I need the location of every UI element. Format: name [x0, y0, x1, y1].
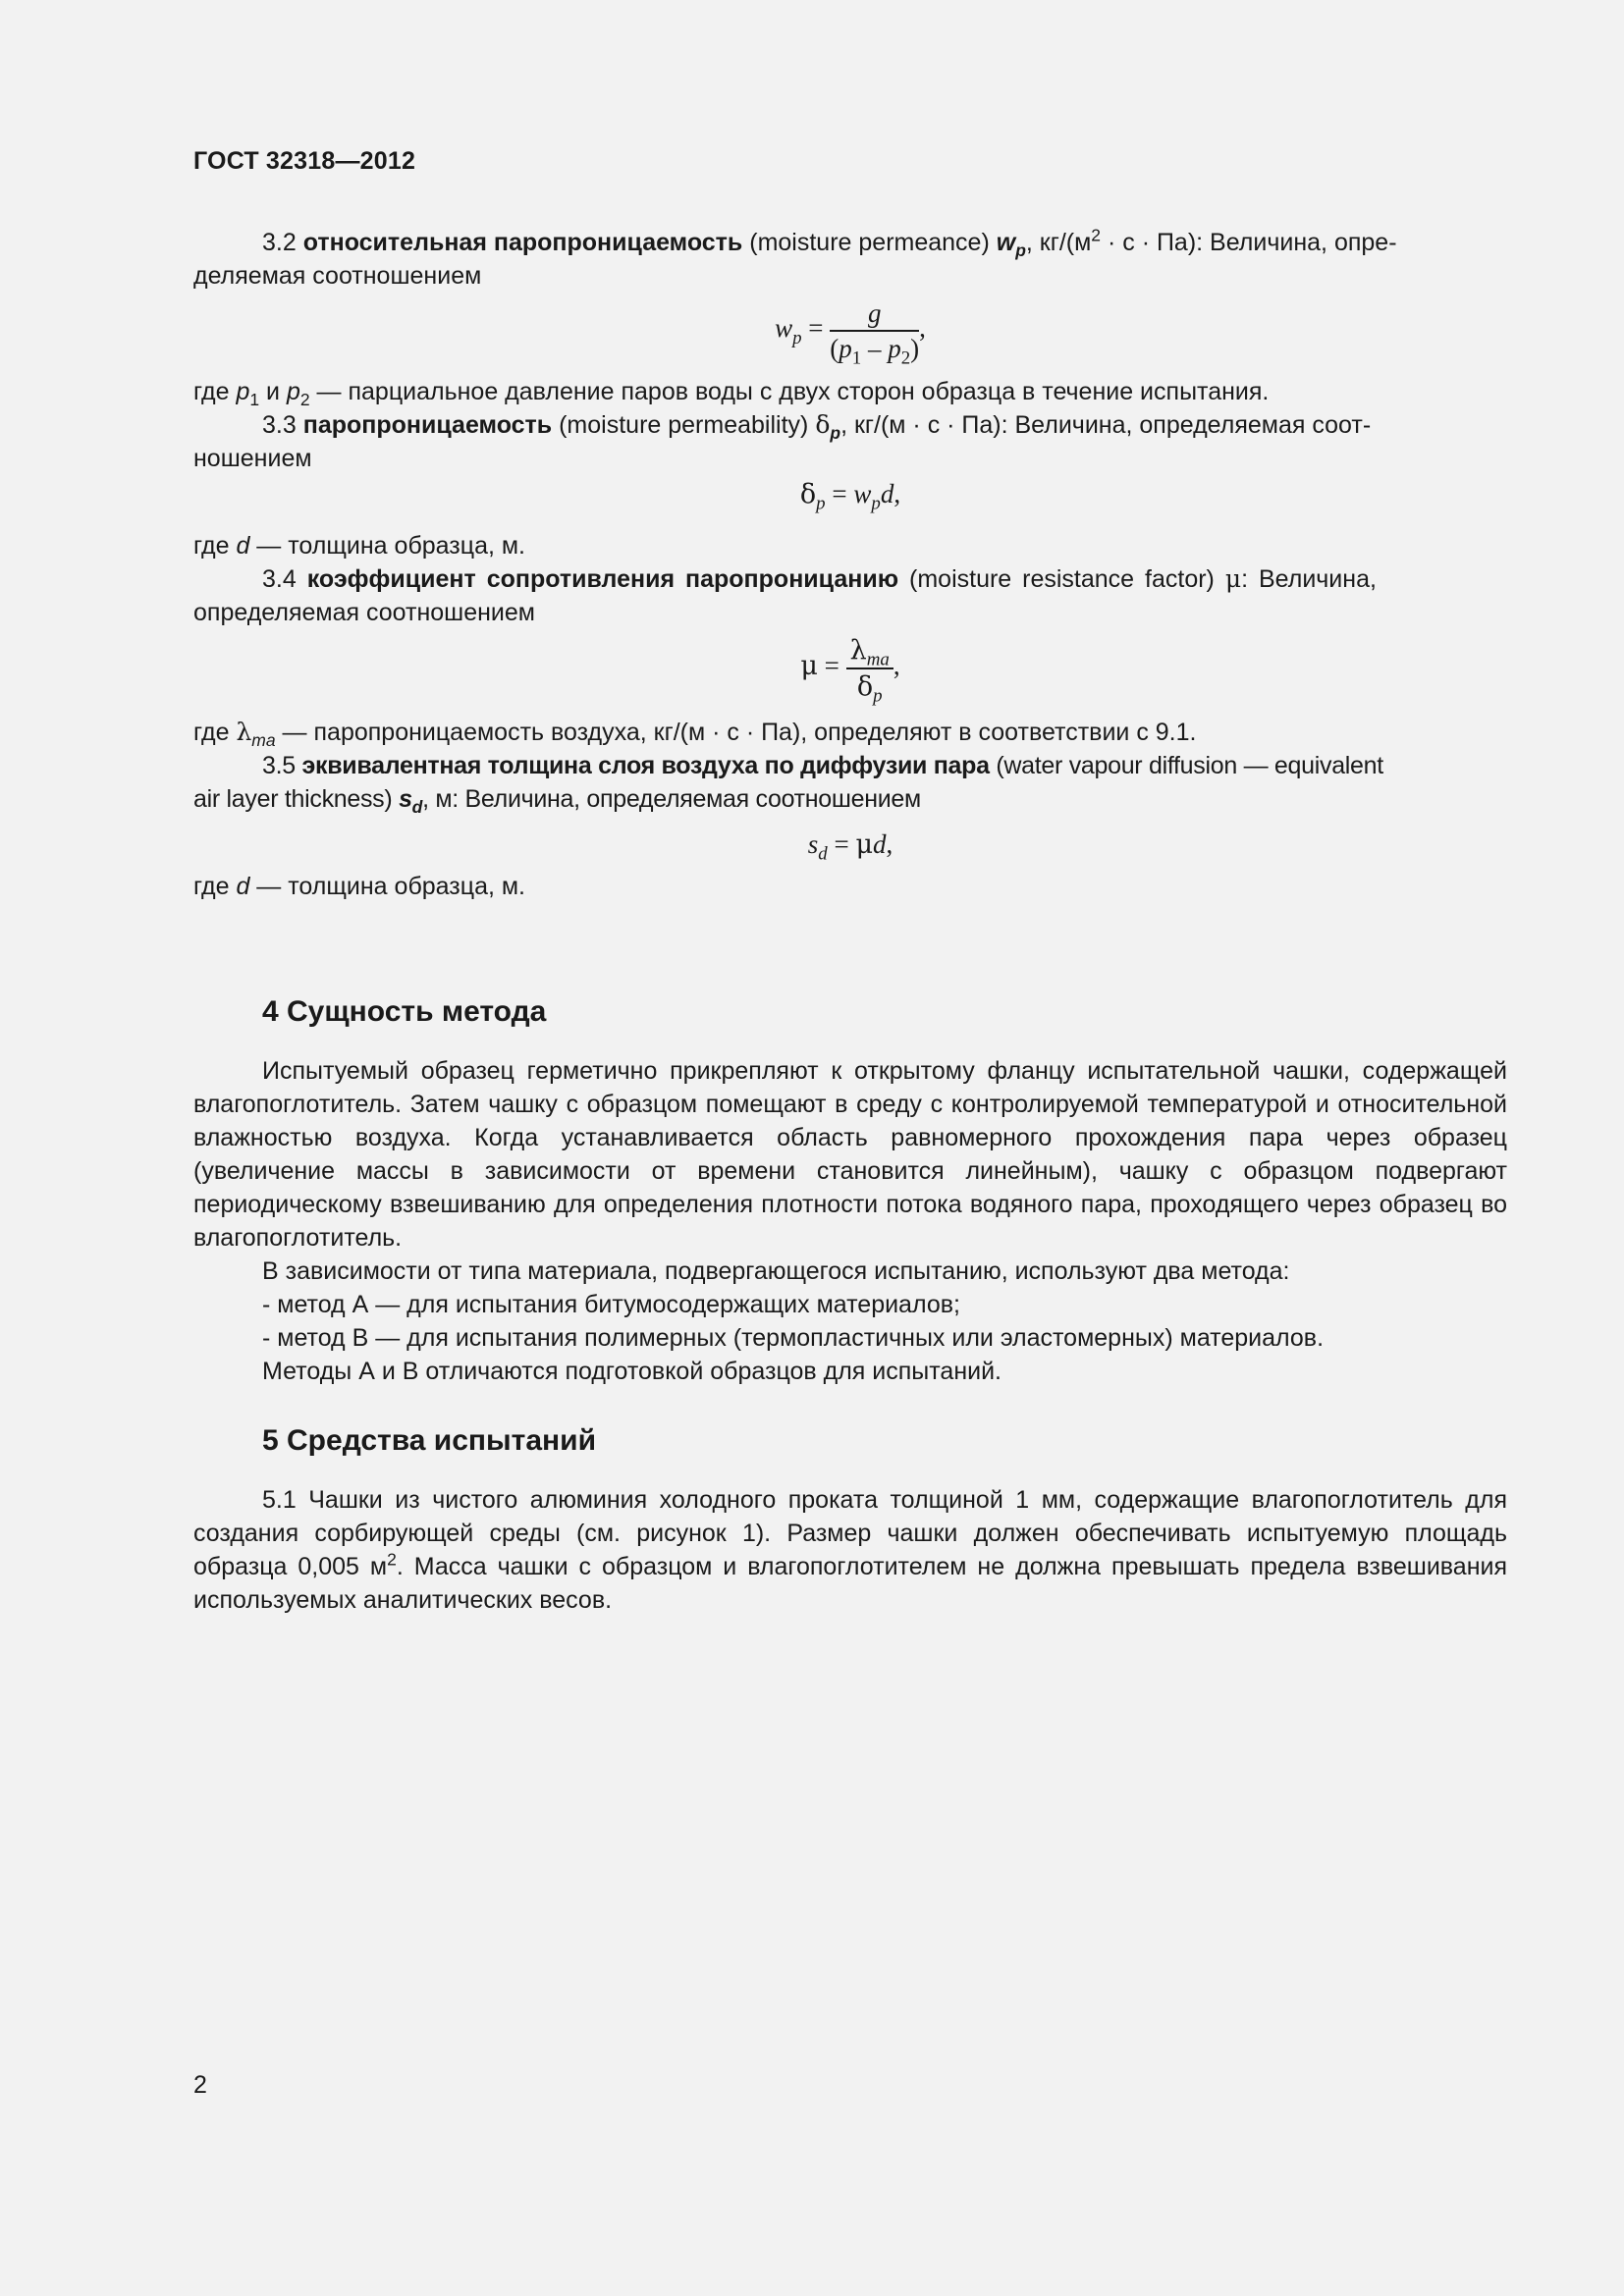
definitions-block — [193, 226, 1507, 903]
page-number: 2 — [193, 2071, 207, 2099]
formula-wp: $w_p$ = $\frac{g}{(p_1 - p_2)}$ , — [775, 298, 926, 369]
section-5-para-1: 5.1 Чашки из чистого алюминия холодного проката толщиной 1 мм, содержащие влагопоглотитель для создания сорбирующей среды (см. рисунок 1). Размер чашки должен обеспечивать испытуемую площадь образца 0,005 $м^2$. Масса чашки с образцом и влагопоглотителем не должна превышать предела взвешивания используемых аналитических весов. — [193, 1486, 1507, 1614]
where-d-2: где d — толщина образца, м. — [193, 873, 525, 900]
section-5-title: 5 Средства испытаний — [262, 1424, 597, 1457]
where-p1-p2: где $p_1$ и $p_2$ — парциальное давление паров воды с двух сторон образца в течение испытания. — [193, 378, 1270, 410]
section-4-para-2: В зависимости от типа материала, подвергающегося испытанию, используют два метода: — [262, 1257, 1290, 1285]
formula-mu: μ = $\frac{\lambda_{ma}}{\delta_p}$ , — [800, 635, 900, 707]
formula-sd: $s_d = \mu d$, — [807, 829, 893, 865]
where-d-1: где d — толщина образца, м. — [193, 532, 525, 560]
section-4-title: 4 Сущность метода — [262, 995, 547, 1028]
section-5-body — [193, 1483, 1507, 1617]
where-lambda: где $\lambda_{ma}$ — паропроницаемость воздуха, кг/(м · с · Па), определяют в соответствии с 9.1. — [193, 718, 1197, 751]
definition-3-3: 3.3 паропроницаемость (moisture permeability) $\delta_p$, кг/(м · с · Па): Величина, определяемая соот- ношением — [193, 410, 1372, 472]
section-4-para-3: Методы А и В отличаются подготовкой образцов для испытаний. — [262, 1358, 1002, 1385]
definition-3-4: 3.4 коэффициент сопротивления паропроницанию (moisture resistance factor) μ: Величина, определяемая соотношением — [193, 564, 1377, 626]
section-4-para-1: Испытуемый образец герметично прикрепляют к открытому фланцу испытательной чашки, содержащей влагопоглотитель. Затем чашку с образцом помещают в среду с контролируемой температурой и относительной влажностью воздуха. Когда устанавливается область равномерного прохождения пара через образец (увеличение массы в зависимости от времени становится линейным), чашку с образцом подвергают периодическому взвешиванию для определения плотности потока водяного пара, проходящего через образец во влагопоглотитель. — [193, 1057, 1507, 1252]
definition-3-2: 3.2 относительная паропроницаемость (moisture permeance) $w_p$, $кг/(м^2 \cdot с \cdot Па)$: Величина, опре- деляемая соотношением — [193, 225, 1397, 290]
formula-delta-p: $\delta_p = w_pd$, — [799, 479, 901, 514]
section-4-body — [193, 1054, 1507, 1388]
definition-3-5: 3.5 эквивалентная толщина слоя воздуха по диффузии пара (water vapour diffusion — equivalent air layer thickness) $s_d$, м: Величина, определяемая соотношением — [193, 752, 1383, 818]
method-b-item: - метод В — для испытания полимерных (термопластичных или эластомерных) материалов. — [262, 1324, 1325, 1352]
method-a-item: - метод А — для испытания битумосодержащих материалов; — [262, 1291, 960, 1318]
document-header: ГОСТ 32318—2012 — [193, 147, 416, 175]
